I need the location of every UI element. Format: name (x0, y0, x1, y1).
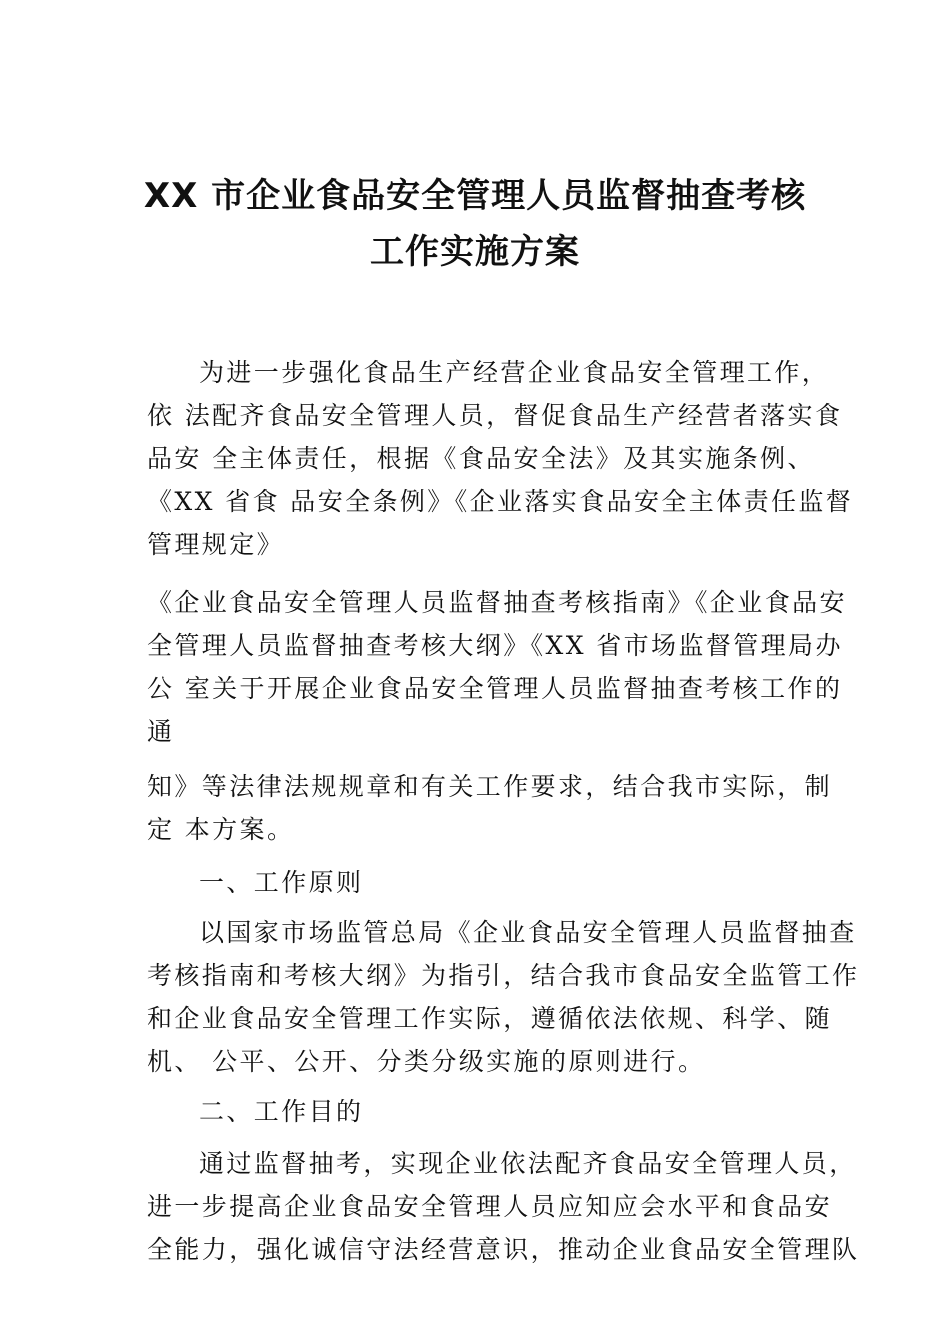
body-line: 进一步提高企业食品安全管理人员应知应会水平和食品安 (147, 1192, 833, 1221)
body-line: 品安 全主体责任，根据《食品安全法》及其实施条例、 (147, 444, 815, 473)
body-line: 通 (147, 717, 175, 746)
document-title-line-1: XX 市企业食品安全管理人员监督抽查考核 (143, 176, 807, 216)
body-line: 《XX 省食 品安全条例》《企业落实食品安全主体责任监督 (147, 487, 854, 516)
body-line: 《企业食品安全管理人员监督抽查考核指南》《企业食品安 (147, 588, 847, 617)
body-line: 全能力，强化诚信守法经营意识，推动企业食品安全管理队 (147, 1235, 860, 1264)
body-line: 管理规定》 (147, 530, 285, 559)
document-title-line-2: 工作实施方案 (370, 232, 580, 272)
body-line: 知》等法律法规规章和有关工作要求，结合我市实际，制 (147, 772, 833, 801)
body-line: 全管理人员监督抽查考核大纲》《XX 省市场监督管理局办 (147, 631, 843, 660)
body-line: 依 法配齐食品安全管理人员，督促食品生产经营者落实食 (147, 401, 843, 430)
body-line: 通过监督抽考，实现企业依法配齐食品安全管理人员， (199, 1149, 857, 1178)
body-line: 定 本方案。 (147, 815, 295, 844)
body-line: 公 室关于开展企业食品安全管理人员监督抽查考核工作的 (147, 674, 843, 703)
body-line: 和企业食品安全管理工作实际，遵循依法依规、科学、随 (147, 1004, 833, 1033)
body-line: 以国家市场监管总局《企业食品安全管理人员监督抽查 (199, 918, 857, 947)
body-line: 为进一步强化食品生产经营企业食品安全管理工作， (199, 358, 830, 387)
section-heading: 一、工作原则 (199, 868, 364, 897)
body-line: 机、 公平、公开、分类分级实施的原则进行。 (147, 1047, 706, 1076)
body-line: 考核指南和考核大纲》为指引，结合我市食品安全监管工作 (147, 961, 860, 990)
section-heading: 二、工作目的 (199, 1097, 364, 1126)
